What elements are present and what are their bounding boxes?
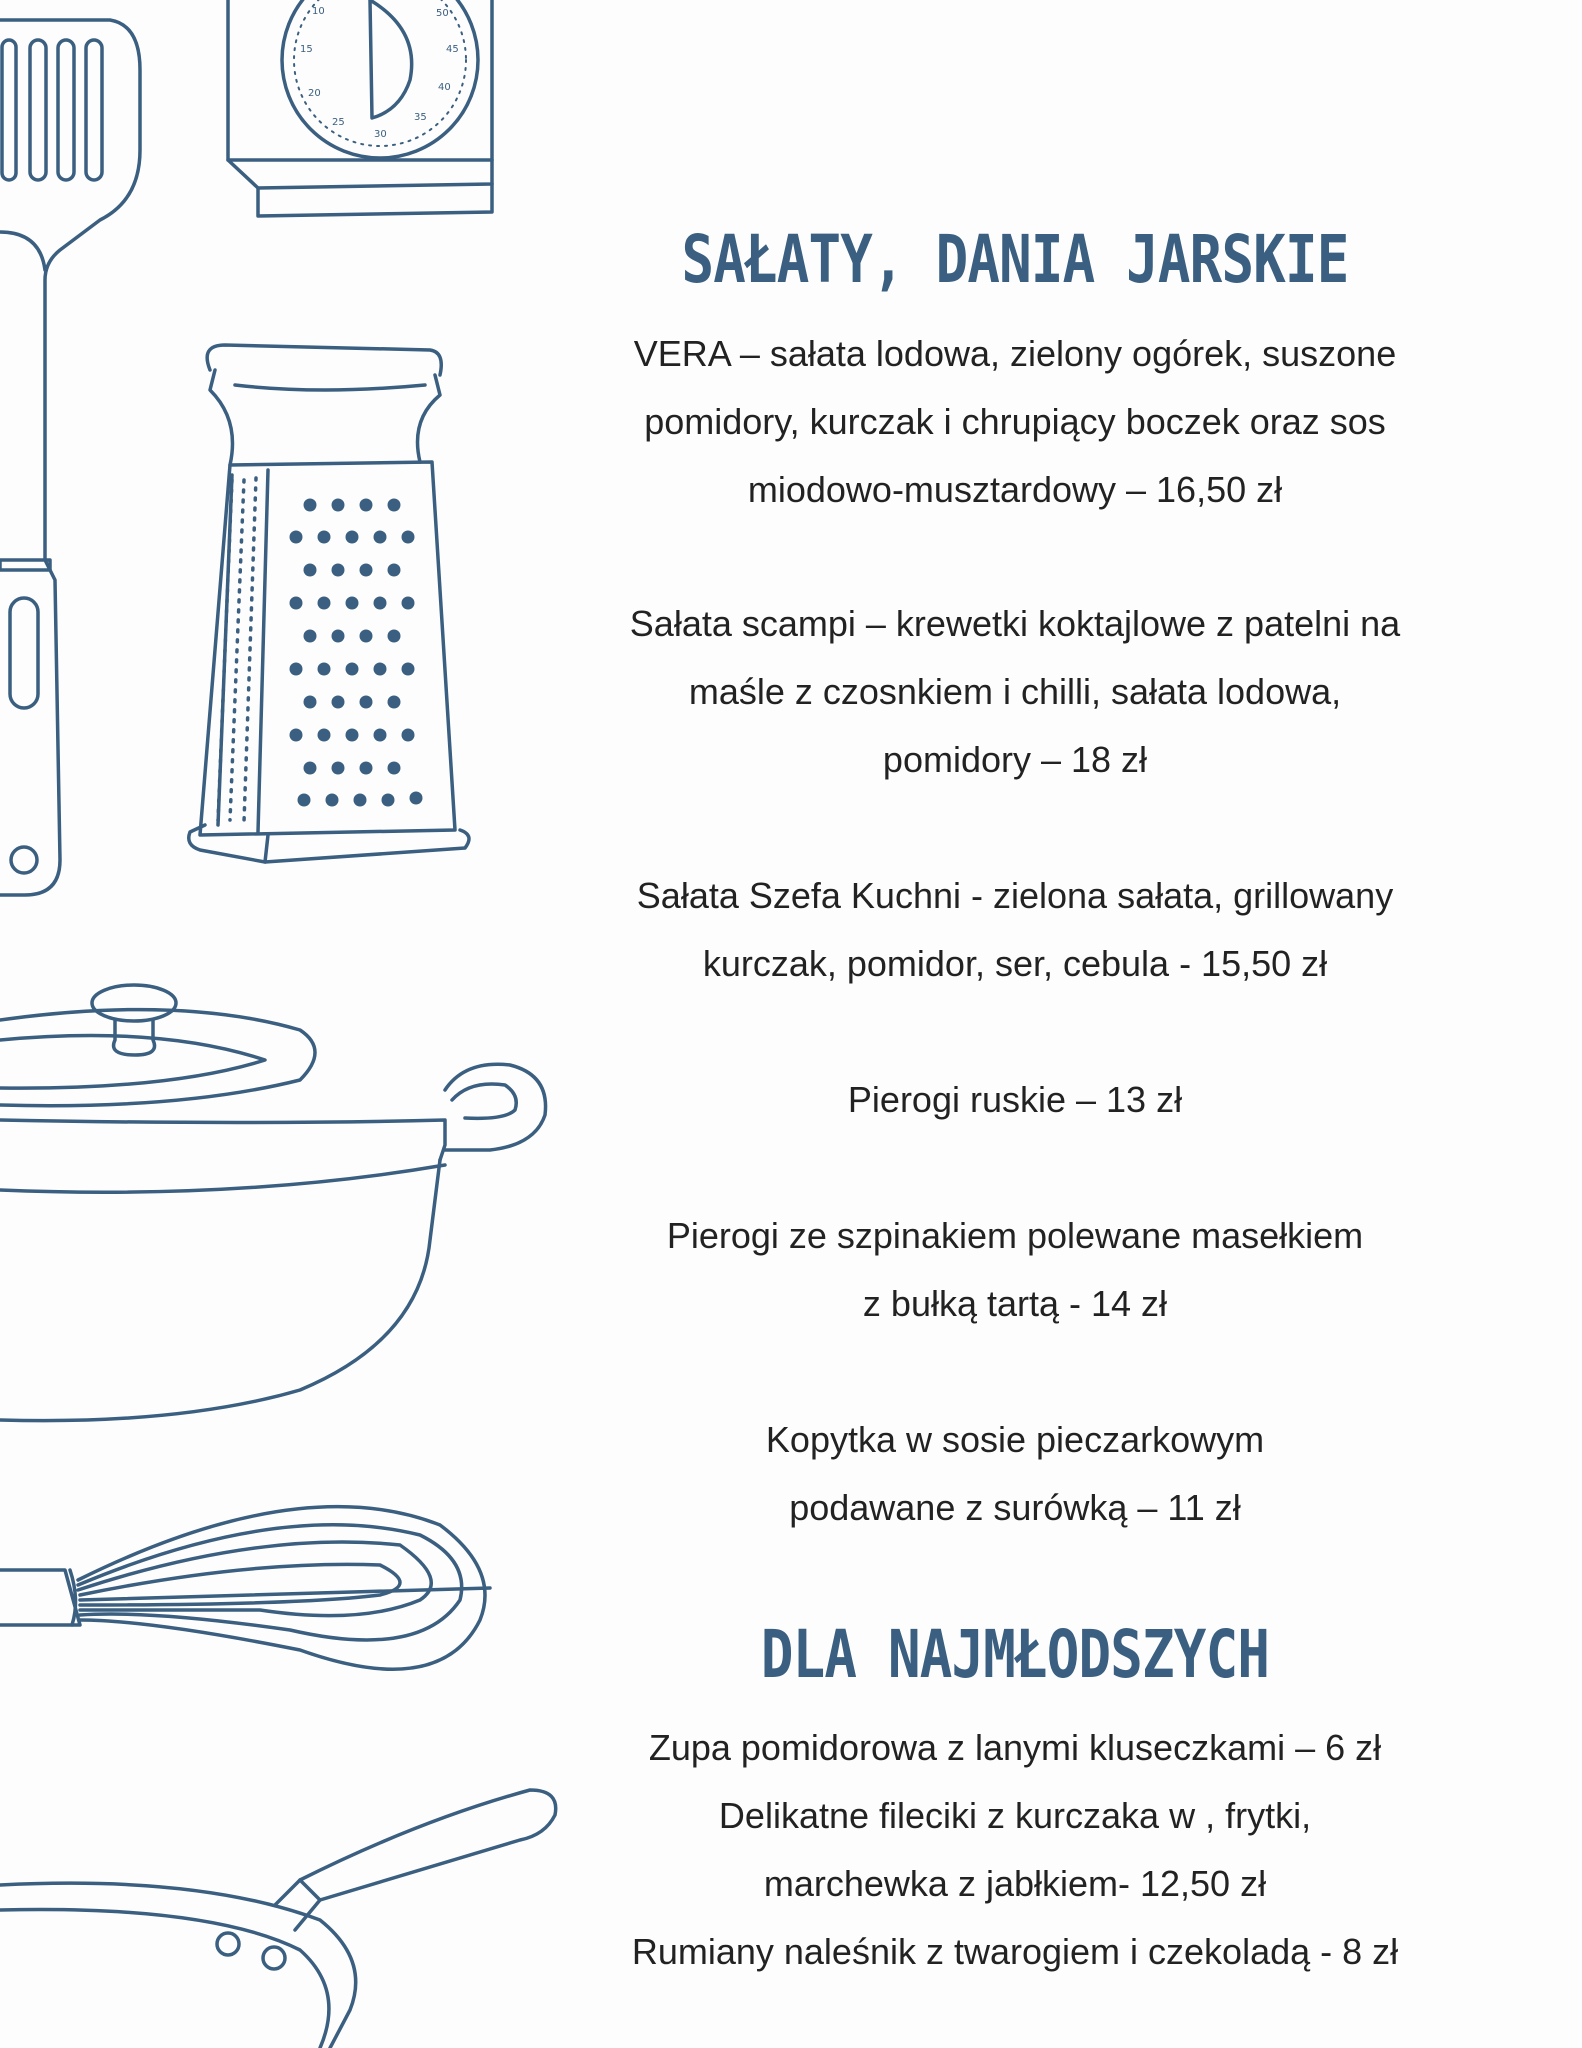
kitchen-timer-icon (228, 0, 492, 216)
menu-item-line: Sałata Szefa Kuchni - zielona sałata, grillowany (636, 875, 1394, 916)
timer-label: 35 (414, 112, 427, 123)
menu-item-line: Delikatne fileciki z kurczaka w , frytki, (718, 1795, 1312, 1836)
menu-item (560, 1202, 1470, 1338)
menu-item-line: VERA – sałata lodowa, zielony ogórek, suszone (633, 333, 1397, 374)
menu-item-line: Kopytka w sosie pieczarkowym (765, 1419, 1265, 1460)
timer-label: 50 (436, 8, 449, 19)
menu-item-line: Pierogi ze szpinakiem polewane masełkiem (666, 1215, 1364, 1256)
timer-label: 25 (332, 117, 345, 128)
frying-pan-icon (0, 1790, 556, 2048)
menu-item-line: Zupa pomidorowa z lanymi kluseczkami – 6 zł (648, 1727, 1382, 1768)
pot-icon (0, 985, 546, 1421)
section-heading-salads: SAŁATY, DANIA JARSKIE (681, 221, 1349, 298)
menu-item-line: pomidory, kurczak i chrupiący boczek oraz sos (644, 401, 1386, 442)
menu-item (560, 1066, 1470, 1134)
spatula-icon (0, 20, 140, 895)
grater-icon (189, 345, 469, 862)
timer-label: 30 (374, 129, 387, 140)
timer-label: 15 (300, 44, 313, 55)
menu-item-line: maśle z czosnkiem i chilli, sałata lodowa, (688, 671, 1342, 712)
timer-label: 40 (438, 82, 451, 93)
menu-item (560, 1406, 1470, 1542)
menu-item-line: Pierogi ruskie – 13 zł (847, 1079, 1183, 1120)
timer-label: 10 (312, 6, 325, 17)
menu-item-line: z bułką tartą - 14 zł (862, 1283, 1168, 1324)
menu-item-line: Rumiany naleśnik z twarogiem i czekoladą - 8 zł (631, 1931, 1399, 1972)
menu-item-line: kurczak, pomidor, ser, cebula - 15,50 zł (702, 943, 1328, 984)
menu-item (560, 590, 1470, 794)
menu-item-line: miodowo-musztardowy – 16,50 zł (747, 469, 1283, 510)
menu-item (560, 1714, 1470, 1986)
menu-item (560, 862, 1470, 998)
section-heading-kids: DLA NAJMŁODSZYCH (760, 1616, 1270, 1693)
timer-label: 20 (308, 88, 321, 99)
menu-item-line: pomidory – 18 zł (882, 739, 1148, 780)
timer-label: 45 (446, 44, 459, 55)
menu-item-line: podawane z surówką – 11 zł (789, 1487, 1241, 1528)
menu-item (560, 320, 1470, 524)
whisk-icon (0, 1507, 490, 1670)
menu-item-line: Sałata scampi – krewetki koktajlowe z patelni na (629, 603, 1401, 644)
menu-item-line: marchewka z jabłkiem- 12,50 zł (763, 1863, 1267, 1904)
